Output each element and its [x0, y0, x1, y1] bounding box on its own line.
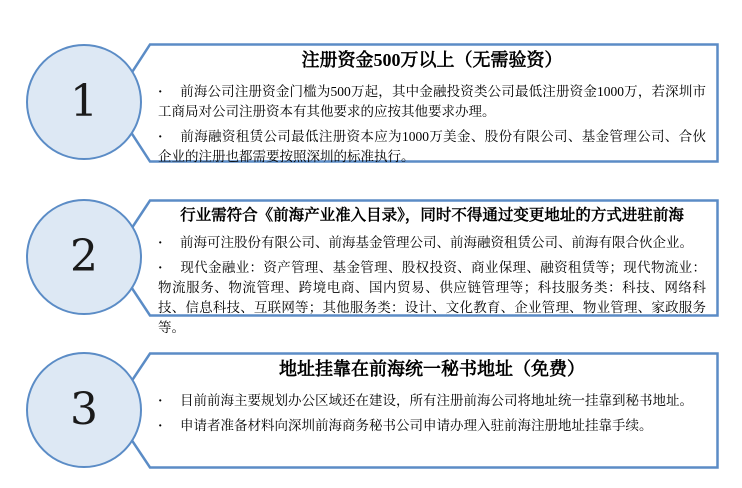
bullet-item [158, 233, 706, 253]
bullet-item [158, 258, 706, 338]
bullet-text: 前海融资租赁公司最低注册资本应为1000万美金、股份有限公司、基金管理公司、合伙企业的注册也都需要按照深圳的标准执行。 [158, 129, 706, 164]
step-2-title: 行业需符合《前海产业准入目录》，同时不得通过变更地址的方式进驻前海 [180, 207, 684, 224]
bullet-item [158, 82, 706, 122]
bullet-text: 前海可注股份有限公司、前海基金管理公司、前海融资租赁公司、前海有限合伙企业。 [180, 235, 693, 250]
bullet-dot: · [158, 393, 163, 408]
step-number-2: 2 [70, 231, 98, 282]
step-2-content [158, 204, 706, 343]
bullet-item [158, 416, 706, 436]
bullet-item [158, 391, 706, 411]
step-number-3: 3 [70, 384, 98, 435]
step-circle-3 [26, 352, 142, 468]
bullet-text: 现代金融业：资产管理、基金管理、股权投资、商业保理、融资租赁等；现代物流业：物流服务、物流管理、跨境电商、国内贸易、供应链管理等；科技服务类：科技、网络科技、信息科技、互联网等；其他服务类：设计、文化教育、企业管理、物业管理、家政服务等。 [158, 260, 706, 335]
step-circle-2 [26, 199, 142, 315]
bullet-dot: · [158, 418, 163, 433]
bullet-dot: · [158, 235, 163, 250]
step-3-title: 地址挂靠在前海统一秘书地址（免费） [279, 359, 585, 379]
bullet-dot: · [158, 129, 163, 144]
step-number-1: 1 [70, 76, 98, 127]
bullet-item [158, 127, 706, 167]
step-1-content [158, 48, 706, 172]
bullet-text: 申请者准备材料向深圳前海商务秘书公司申请办理入驻前海注册地址挂靠手续。 [180, 418, 653, 433]
step-circle-1 [26, 44, 142, 160]
bullet-text: 目前前海主要规划办公区域还在建设，所有注册前海公司将地址统一挂靠到秘书地址。 [180, 393, 693, 408]
bullet-dot: · [158, 260, 163, 275]
step-3-content [158, 357, 706, 441]
bullet-dot: · [158, 84, 163, 99]
bullet-text: 前海公司注册资金门槛为500万起，其中金融投资类公司最低注册资金1000万，若深圳市工商局对公司注册资本有其他要求的应按其他要求办理。 [158, 84, 706, 119]
step-1-title: 注册资金500万以上（无需验资） [301, 50, 563, 70]
